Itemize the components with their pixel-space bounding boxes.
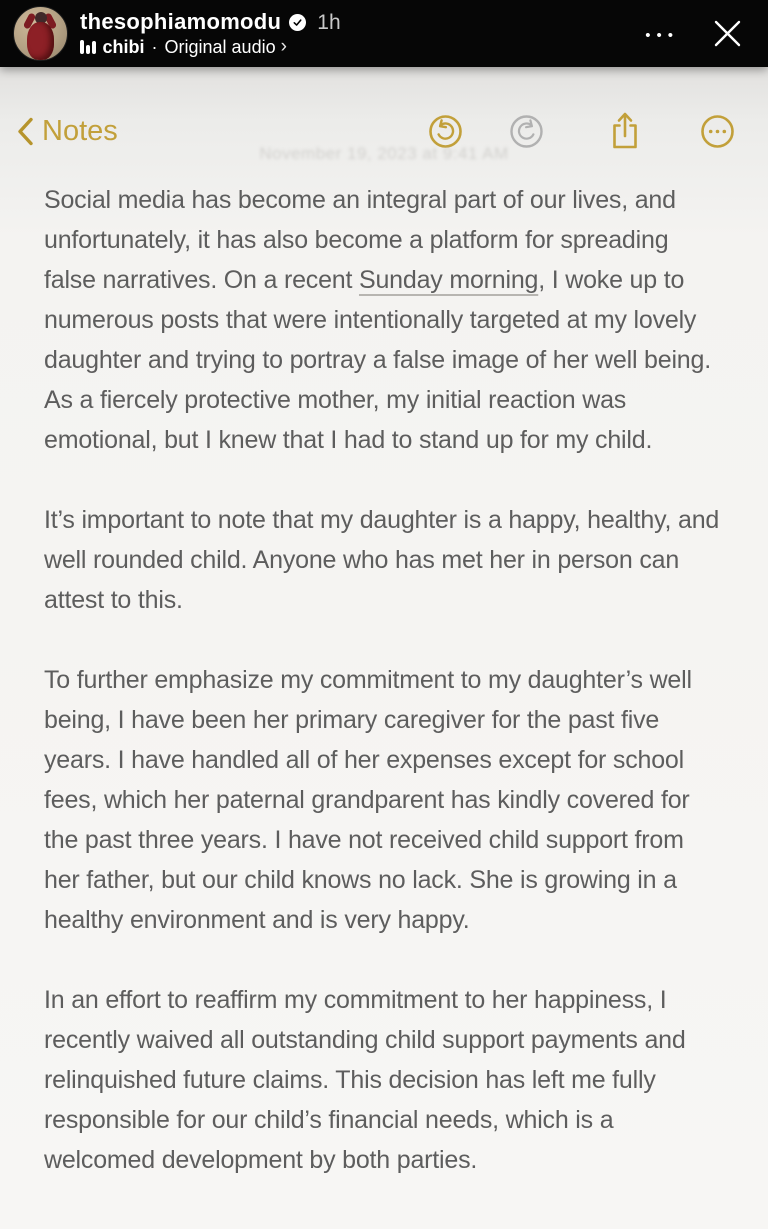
note-paragraph-text: Social media has become an integral part of our lives, and unfortunately, it has also become a platform for spreading false narratives. On a recent [44,186,676,294]
note-paragraph-text: , I woke up to numerous posts that were intentionally targeted at my lovely daughter and trying to portray a false image of her well being. As a fiercely protective mother, my initial reaction was emotional, but I knew that I had to stand up for my child. [44,266,711,454]
chevron-right-icon: › [280,36,287,57]
story-header [0,0,768,67]
note-date-line: November 19, 2023 at 9:41 AM [259,144,509,163]
notes-toolbar [0,67,768,154]
music-separator: · [151,36,158,57]
note-paragraph: It’s important to note that my daughter is a happy, healthy, and well rounded child. Anyone who has met her in person can attest to this. [44,506,720,614]
avatar[interactable] [13,6,68,61]
close-button[interactable] [711,17,744,50]
back-button[interactable] [16,116,118,147]
username[interactable]: thesophiamomodu [80,9,282,34]
music-artist: chibi [102,36,145,57]
story-header-text [80,11,341,56]
close-icon [711,17,744,50]
note-paragraph [44,180,725,460]
music-attribution[interactable] [80,37,341,56]
chevron-left-icon [16,116,35,147]
note-body [0,164,768,1180]
underlined-text: Sunday morning [358,266,539,294]
note-paragraph: To further emphasize my commitment to my daughter’s well being, I have been her primary caregiver for the past five years. I have handled all of her expenses except for school fees, which her paternal grandparent has kindly covered for the past three years. I have not received child support from her father, but our child knows no lack. She is growing in a healthy environment and is very happy. [44,666,692,934]
verified-badge-icon [289,14,306,31]
original-audio-label: Original audio [164,36,276,57]
note-paragraph: In an effort to reaffirm my commitment to her happiness, I recently waived all outstanding child support payments and relinquished future claims. This decision has left me fully responsible for our child’s financial needs, which is a welcomed development by both parties. [44,986,686,1174]
audio-bars-icon [80,39,96,54]
back-button-label: Notes [42,114,118,147]
story-header-actions [645,17,768,50]
more-options-button[interactable]: ••• [645,27,679,44]
avatar-figure-body [27,22,54,60]
notes-screenshot [0,67,768,1229]
story-timestamp: 1h [317,10,341,34]
